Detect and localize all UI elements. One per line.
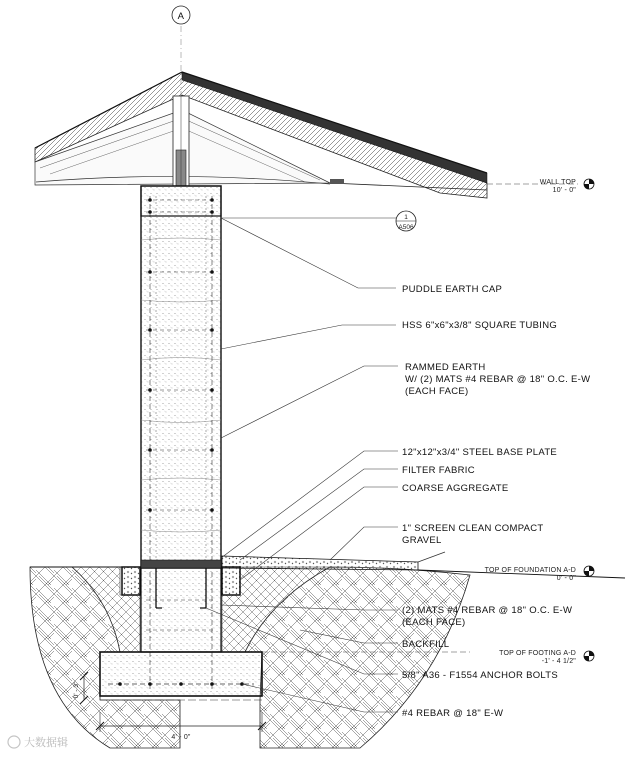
top-of-foundation-marker bbox=[485, 566, 594, 582]
callout-rammed-earth-line2: W/ (2) MATS #4 REBAR @ 18" O.C. E-W bbox=[405, 374, 591, 385]
callout-foundation-rebar-line2: (EACH FACE) bbox=[402, 617, 466, 628]
callout-hss-tubing: HSS 6"x6"x3/8" SQUARE TUBING bbox=[402, 320, 558, 331]
top-of-foundation-value: 0' - 0" bbox=[556, 575, 576, 582]
rammed-earth-wall bbox=[141, 186, 221, 568]
callout-puddle-earth-cap: PUDDLE EARTH CAP bbox=[402, 284, 503, 295]
roof-assembly bbox=[35, 26, 487, 198]
callout-backfill: BACKFILL bbox=[402, 639, 450, 650]
wall-top-marker bbox=[487, 179, 594, 194]
callout-foundation-rebar-line1: (2) MATS #4 REBAR @ 18" O.C. E-W bbox=[402, 605, 573, 616]
top-of-footing-label: TOP OF FOOTING A-D bbox=[499, 650, 576, 657]
callout-rammed-earth-line3: (EACH FACE) bbox=[405, 386, 469, 397]
footing-offset-text: 0' - 3" bbox=[73, 681, 80, 699]
detail-callout-tag bbox=[221, 211, 416, 231]
callout-anchor-bolts: 5/8" A36 - F1554 ANCHOR BOLTS bbox=[402, 670, 559, 681]
callout-filter-fabric: FILTER FABRIC bbox=[402, 465, 475, 476]
detail-tag-number: 1 bbox=[404, 214, 408, 221]
callout-footing-rebar: #4 REBAR @ 18" E-W bbox=[402, 708, 504, 719]
watermark bbox=[8, 735, 68, 749]
grid-bubble-label: A bbox=[177, 11, 185, 22]
top-of-foundation-label: TOP OF FOUNDATION A-D bbox=[484, 567, 576, 574]
callout-screen-gravel-line1: 1" SCREEN CLEAN COMPACT bbox=[402, 523, 544, 534]
wall-top-label: WALL TOP bbox=[539, 179, 576, 186]
top-of-footing-value: -1' - 4 1/2" bbox=[541, 658, 576, 665]
callout-screen-gravel-line2: GRAVEL bbox=[402, 535, 442, 546]
detail-tag-sheet: A506 bbox=[398, 224, 414, 231]
footing-width-text: 4' - 0" bbox=[171, 734, 191, 741]
callout-rammed-earth-line1: RAMMED EARTH bbox=[405, 362, 486, 373]
callout-steel-base-plate: 12"x12"x3/4" STEEL BASE PLATE bbox=[402, 447, 558, 458]
callout-coarse-aggregate: COARSE AGGREGATE bbox=[402, 483, 509, 494]
roof-ridge-connection bbox=[173, 96, 189, 186]
grid-bubble bbox=[172, 6, 190, 24]
wall-top-value: 10' - 0" bbox=[552, 187, 576, 194]
watermark-text: 大数据辑 bbox=[24, 736, 68, 749]
